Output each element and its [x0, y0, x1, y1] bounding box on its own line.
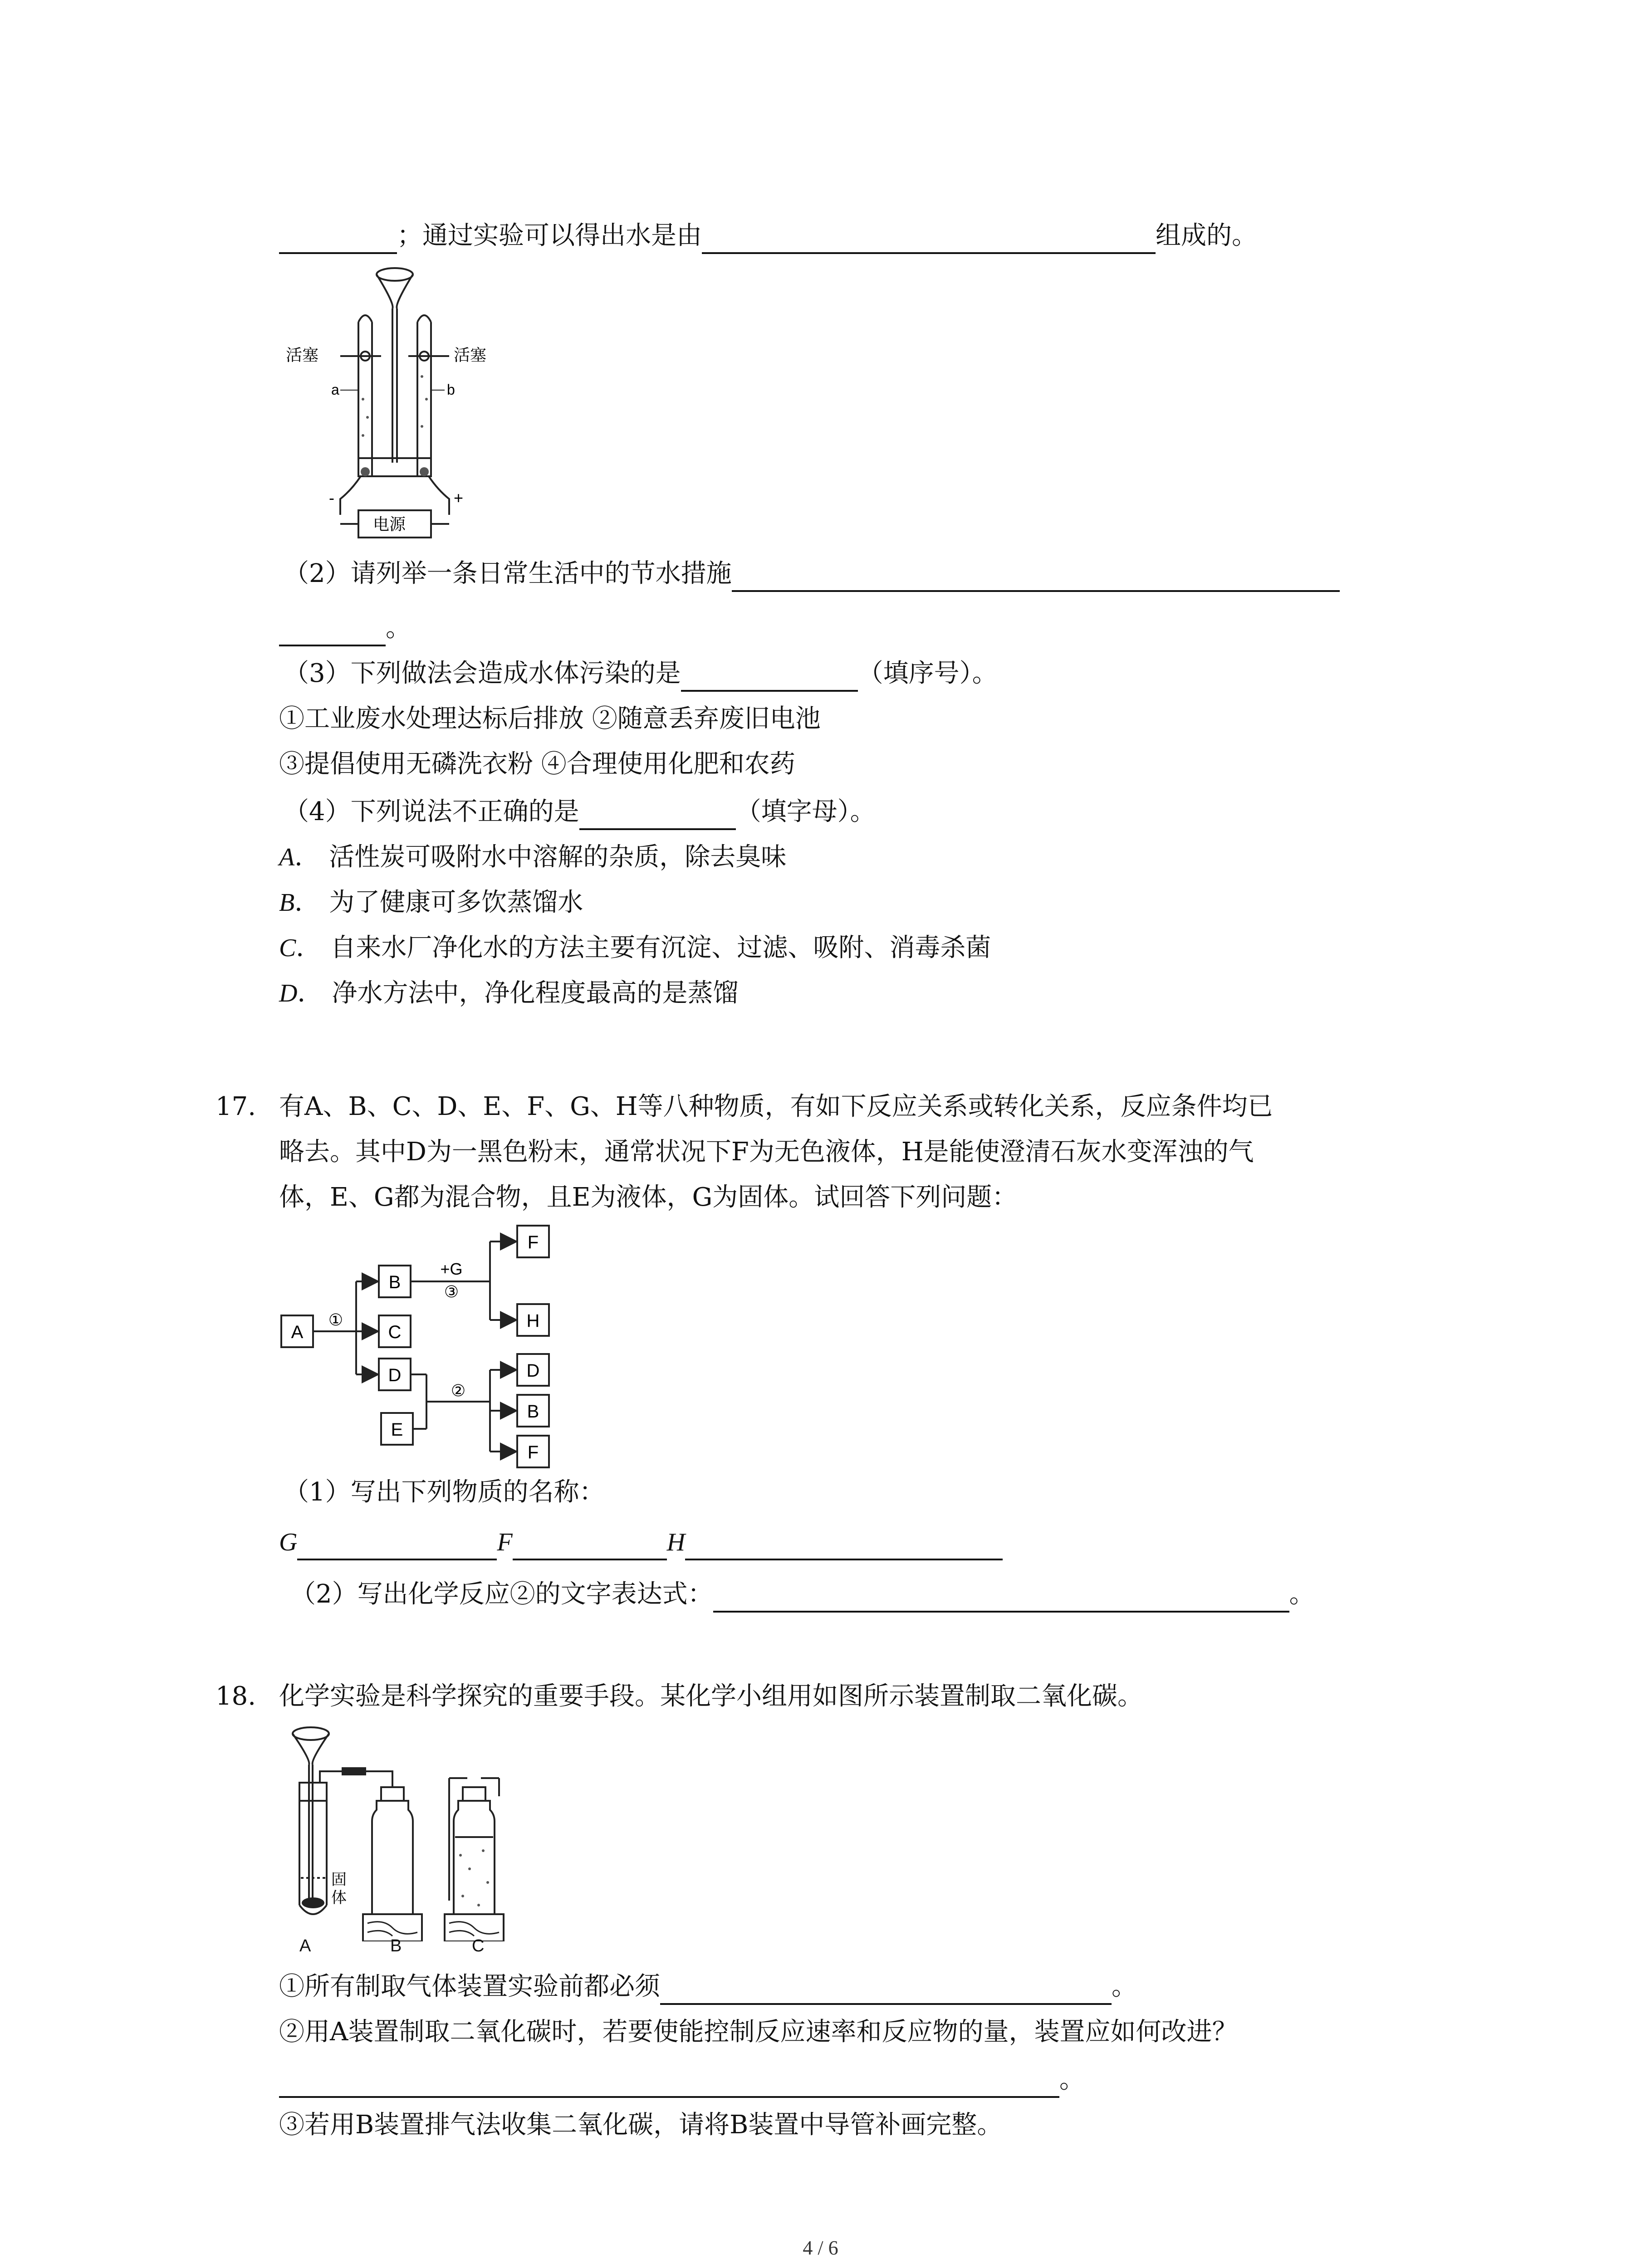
node-d: D	[388, 1365, 402, 1385]
apparatus-b-label: B	[390, 1936, 402, 1955]
choice-dot: ．	[294, 842, 320, 872]
node-b: B	[388, 1272, 401, 1292]
answer-blank[interactable]	[702, 223, 1156, 254]
answer-blank[interactable]	[685, 1530, 1003, 1560]
label-f: F	[497, 1528, 513, 1556]
q16-part3-hint: （填序号）。	[857, 659, 998, 688]
reaction-2-label: ②	[451, 1381, 466, 1400]
q16-part4-hint: （填字母）。	[735, 797, 876, 826]
answer-blank[interactable]	[579, 799, 736, 830]
q16-part3-line	[284, 655, 998, 692]
choice-b[interactable]	[279, 885, 583, 921]
choice-dot: ．	[296, 933, 322, 963]
choice-letter: D	[279, 979, 298, 1007]
node-h: H	[526, 1311, 540, 1331]
q17-part1-answers	[279, 1524, 1003, 1560]
answer-blank[interactable]	[681, 661, 858, 692]
q17-stem-line2: 略去。其中D为一黑色粉末，通常状况下F为无色液体，H是能使澄清石灰水变浑浊的气	[279, 1137, 1254, 1167]
q16-part2-text: （2）请列举一条日常生活中的节水措施	[284, 559, 732, 588]
answer-blank[interactable]	[279, 2067, 1059, 2098]
tube-b-label: b	[447, 381, 455, 398]
period: 。	[1289, 1579, 1315, 1609]
plus-sign: +	[454, 489, 464, 507]
question-number: 17.	[216, 1092, 256, 1121]
q17-part1: （1）写出下列物质的名称：	[284, 1477, 605, 1507]
plus-g-label: +G	[440, 1260, 463, 1278]
reaction-3-label: ③	[444, 1282, 459, 1301]
q16-part1-end: 组成的。	[1156, 221, 1257, 250]
tube-a-label: a	[331, 381, 339, 398]
choice-a[interactable]	[279, 839, 786, 875]
q17-part2-text: （2）写出化学反应②的文字表达式：	[290, 1579, 713, 1609]
choice-letter: A	[279, 843, 295, 871]
apparatus-c-label: C	[472, 1936, 485, 1955]
node-f: F	[527, 1232, 539, 1252]
answer-blank[interactable]	[660, 1974, 1112, 2005]
answer-blank[interactable]	[297, 1530, 497, 1560]
page-number: 4 / 6	[803, 2237, 838, 2259]
choice-text: 为了健康可多饮蒸馏水	[329, 888, 583, 917]
q16-part4-line	[284, 794, 876, 830]
q18-part1	[279, 1969, 1137, 2005]
label-g: G	[279, 1528, 298, 1556]
right-valve-label: 活塞	[454, 346, 487, 364]
node-b-product: B	[527, 1402, 539, 1422]
node-c: C	[388, 1322, 402, 1342]
q16-part1-text: ；通过实验可以得出水是由	[397, 221, 702, 250]
period: 。	[386, 613, 411, 643]
reaction-1-label: ①	[328, 1310, 343, 1329]
node-f-product: F	[527, 1442, 539, 1462]
q16-part3-text: （3）下列做法会造成水体污染的是	[284, 659, 681, 688]
q17-stem-line3: 体，E、G都为混合物，且E为液体，G为固体。试回答下列问题：	[279, 1183, 1018, 1212]
node-e: E	[391, 1420, 403, 1440]
node-a: A	[291, 1322, 304, 1342]
choice-letter: B	[279, 889, 295, 917]
left-valve-label: 活塞	[286, 346, 319, 364]
q18-part2-answer	[279, 2062, 1085, 2098]
answer-blank[interactable]	[713, 1582, 1289, 1613]
minus-sign: -	[329, 489, 334, 507]
answer-blank[interactable]	[732, 561, 1340, 592]
apparatus-a-label: A	[299, 1936, 311, 1955]
q16-part2-line	[284, 556, 1340, 592]
q18-part2: ②用A装置制取二氧化碳时，若要使能控制反应速率和反应物的量，装置应如何改进？	[279, 2017, 1238, 2047]
answer-blank[interactable]	[279, 616, 386, 646]
q16-part2-cont	[279, 610, 411, 646]
solid-label-2: 体	[331, 1889, 347, 1906]
electrolysis-apparatus-figure	[272, 263, 508, 553]
q18-stem: 化学实验是科学探究的重要手段。某化学小组用如图所示装置制取二氧化碳。	[279, 1681, 1143, 1711]
choice-text: 活性炭可吸附水中溶解的杂质，除去臭味	[329, 842, 787, 872]
gas-apparatus-figure	[274, 1724, 547, 1941]
q16-part1-line	[279, 218, 1257, 254]
question-number: 18.	[216, 1681, 256, 1711]
answer-blank[interactable]	[279, 223, 397, 254]
choice-letter: C	[279, 934, 296, 962]
q16-part4-text: （4）下列说法不正确的是	[284, 797, 579, 826]
choice-dot: ．	[297, 978, 323, 1008]
label-h: H	[666, 1528, 686, 1556]
choice-dot: ．	[294, 888, 320, 917]
choice-c[interactable]	[279, 930, 991, 966]
answer-blank[interactable]	[513, 1530, 667, 1560]
choice-text: 净水方法中，净化程度最高的是蒸馏	[332, 978, 739, 1008]
period: 。	[1059, 2065, 1085, 2094]
q18-part3: ③若用B装置排气法收集二氧化碳，请将B装置中导管补画完整。	[279, 2110, 1003, 2140]
choice-d[interactable]	[279, 975, 738, 1012]
power-source-label: 电源	[373, 515, 406, 533]
q16-options-34: ③提倡使用无磷洗衣粉 ④合理使用化肥和农药	[279, 749, 795, 779]
period: 。	[1112, 1972, 1137, 2001]
q17-stem-line1: 有A、B、C、D、E、F、G、H等八种物质，有如下反应关系或转化关系，反应条件均已	[279, 1092, 1273, 1121]
q18-part1-text: ①所有制取气体装置实验前都必须	[279, 1972, 660, 2001]
reaction-flow-diagram	[277, 1225, 603, 1479]
q17-part2	[290, 1576, 1315, 1613]
solid-label-1: 固	[331, 1871, 347, 1888]
node-d-product: D	[526, 1361, 540, 1381]
q16-options-12: ①工业废水处理达标后排放 ②随意丢弃废旧电池	[279, 704, 821, 733]
choice-text: 自来水厂净化水的方法主要有沉淀、过滤、吸附、消毒杀菌	[330, 933, 991, 963]
